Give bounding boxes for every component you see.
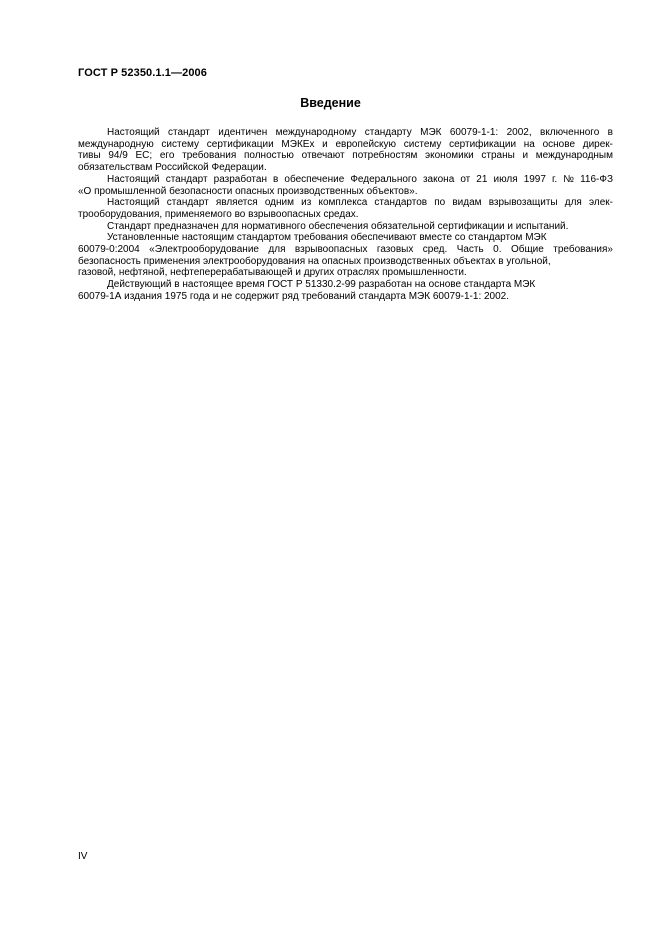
introduction-text bbox=[78, 127, 613, 303]
text-line: Настоящий стандарт разработан в обеспечение Федерального закона от 21 июля 1997 г. № 116-ФЗ bbox=[107, 173, 613, 185]
text-line: газовой, нефтяной, нефтеперерабатывающей и других отраслях промышленности. bbox=[78, 267, 467, 279]
text-line: Стандарт предназначен для нормативного обеспечения обязательной сертификации и испытаний. bbox=[107, 220, 569, 232]
text-line: Настоящий стандарт идентичен международному стандарту МЭК 60079-1-1: 2002, включенного в bbox=[107, 127, 613, 138]
text-line: трооборудования, применяемого во взрывоопасных средах. bbox=[78, 208, 359, 220]
text-line: международную систему сертификации МЭКЕх и европейскую систему сертификации на основе дирек- bbox=[78, 138, 613, 150]
document-code: ГОСТ Р 52350.1.1—2006 bbox=[78, 67, 207, 79]
text-line: Действующий в настоящее время ГОСТ Р 51330.2-99 разработан на основе стандарта МЭК bbox=[107, 279, 536, 291]
page-number: IV bbox=[78, 851, 88, 862]
text-line: тивы 94/9 ЕС; его требования полностью отвечают потребностям экономики страны и международным bbox=[78, 150, 613, 162]
text-line: безопасность применения электрооборудования на опасных производственных объектах в угольной, bbox=[78, 255, 551, 267]
section-title: Введение bbox=[300, 96, 361, 110]
text-line: Установленные настоящим стандартом требования обеспечивают вместе со стандартом МЭК bbox=[107, 232, 547, 244]
text-line: «О промышленной безопасности опасных производственных объектов». bbox=[78, 185, 418, 197]
text-line: обязательствам Российской Федерации. bbox=[78, 162, 267, 174]
text-line: Настоящий стандарт является одним из комплекса стандартов по видам взрывозащиты для элек- bbox=[107, 197, 613, 209]
text-line: 60079-0:2004 «Электрооборудование для взрывоопасных газовых сред. Часть 0. Общие требования» bbox=[78, 244, 613, 256]
text-line: 60079-1А издания 1975 года и не содержит ряд требований стандарта МЭК 60079-1-1: 2002. bbox=[78, 290, 510, 302]
